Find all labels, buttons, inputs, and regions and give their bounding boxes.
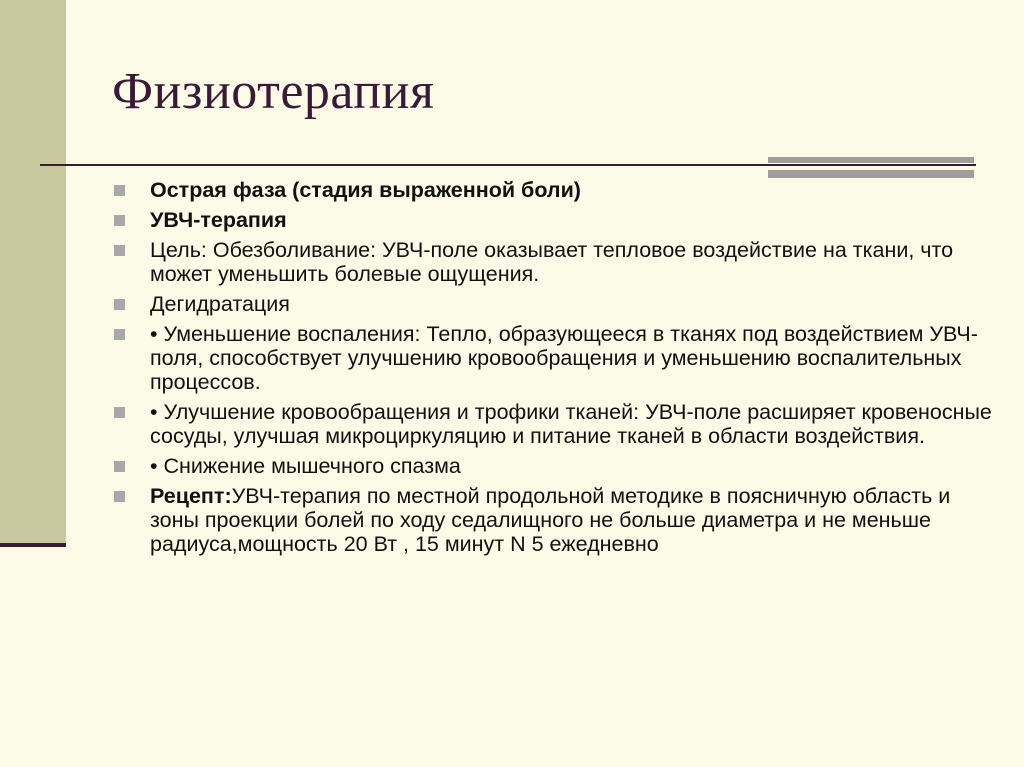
bullet-list bbox=[112, 178, 992, 562]
side-decor-band bbox=[0, 0, 66, 545]
title-divider bbox=[40, 164, 976, 166]
side-decor-rule bbox=[0, 543, 66, 547]
square-bullet-icon bbox=[114, 461, 125, 472]
bullet-text: • Уменьшение воспаления: Тепло, образующееся в тканях под воздействием УВЧ-поля, способствует улучшению кровообращения и уменьшению воспалительных процессов. bbox=[150, 322, 978, 394]
slide-title: Физиотерапия bbox=[112, 63, 435, 120]
bullet-item bbox=[112, 238, 992, 286]
bullet-text: • Снижение мышечного спазма bbox=[150, 454, 461, 478]
bullet-bold-text: Острая фаза (стадия выраженной боли) bbox=[150, 178, 581, 202]
square-bullet-icon bbox=[114, 407, 125, 418]
bullet-item bbox=[112, 454, 992, 478]
square-bullet-icon bbox=[114, 215, 125, 226]
square-bullet-icon bbox=[114, 185, 125, 196]
bullet-item bbox=[112, 292, 992, 316]
square-bullet-icon bbox=[114, 245, 125, 256]
title-divider-accent-bottom bbox=[768, 170, 974, 178]
square-bullet-icon bbox=[114, 329, 125, 340]
bullet-item bbox=[112, 322, 992, 394]
bullet-item bbox=[112, 484, 992, 556]
bullet-item bbox=[112, 400, 992, 448]
title-divider-accent-top bbox=[768, 157, 974, 163]
square-bullet-icon bbox=[114, 299, 125, 310]
bullet-bold-text: Рецепт: bbox=[150, 484, 232, 508]
bullet-text: • Улучшение кровообращения и трофики тканей: УВЧ-поле расширяет кровеносные сосуды, улучшая микроциркуляцию и питание тканей в области воздействия. bbox=[150, 400, 992, 448]
bullet-text: Цель: Обезболивание: УВЧ-поле оказывает тепловое воздействие на ткани, что может уменьшить болевые ощущения. bbox=[150, 238, 954, 286]
square-bullet-icon bbox=[114, 491, 125, 502]
bullet-bold-text: УВЧ-терапия bbox=[150, 208, 287, 232]
bullet-item bbox=[112, 178, 992, 202]
bullet-text: УВЧ-терапия по местной продольной методике в поясничную область и зоны проекции болей по ходу седалищного не больше диаметра и не меньше радиуса,мощность 20 Вт , 15 минут N 5 ежедневно bbox=[150, 484, 951, 556]
bullet-item bbox=[112, 208, 992, 232]
bullet-text: Дегидратация bbox=[150, 292, 290, 316]
